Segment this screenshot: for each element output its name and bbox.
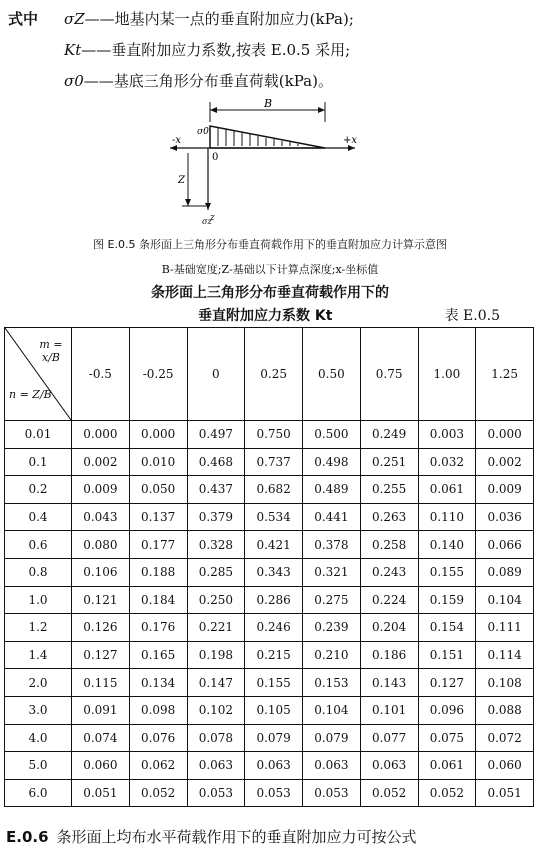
table-cell: 0.500 [303,421,361,449]
table-cell: 0.051 [476,779,534,807]
table-cell: 0.052 [360,779,418,807]
definitions-lead: 式中 [8,10,39,28]
table-cell: 0.115 [72,669,130,697]
table-cell: 0.204 [360,614,418,642]
table-cell: 0.009 [476,476,534,504]
table-row [5,421,534,449]
row-header-n: 3.0 [5,696,72,724]
table-cell: 0.052 [418,779,476,807]
table-cell: 0.421 [245,531,303,559]
table-cell: 0.111 [476,614,534,642]
table-cell: 0.176 [129,614,187,642]
row-header-n: 5.0 [5,752,72,780]
table-row [5,586,534,614]
corner-n-label: n = Z/B [9,388,52,401]
table-cell: 0.121 [72,586,130,614]
row-header-n: 2.0 [5,669,72,697]
table-cell: 0.177 [129,531,187,559]
section-number: E.0.6 [6,828,49,846]
table-cell: 0.110 [418,503,476,531]
row-header-n: 6.0 [5,779,72,807]
table-cell: 0.053 [245,779,303,807]
column-header: 1.25 [476,328,534,421]
table-cell: 0.255 [360,476,418,504]
definitions-block [8,4,354,97]
table-cell: 0.079 [245,724,303,752]
table-cell: 0.159 [418,586,476,614]
table-cell: 0.147 [187,669,245,697]
table-row [5,476,534,504]
table-cell: 0.080 [72,531,130,559]
table-cell: 0.224 [360,586,418,614]
table-cell: 0.088 [476,696,534,724]
definition-text: ——垂直附加应力系数,按表 E.0.5 采用; [81,41,351,59]
table-cell: 0.155 [245,669,303,697]
table-cell: 0.321 [303,558,361,586]
column-header: 1.00 [418,328,476,421]
table-cell: 0.077 [360,724,418,752]
table-cell: 0.343 [245,558,303,586]
table-cell: 0.137 [129,503,187,531]
table-title-line1: 条形面上三角形分布垂直荷载作用下的 [151,285,389,301]
table-cell: 0.104 [303,696,361,724]
row-header-n: 0.6 [5,531,72,559]
table-cell: 0.251 [360,448,418,476]
table-row [5,558,534,586]
table-cell: 0.188 [129,558,187,586]
row-header-n: 0.01 [5,421,72,449]
table-cell: 0.246 [245,614,303,642]
table-cell: 0.062 [129,752,187,780]
definition-symbol: σ0 [64,72,84,90]
column-header: 0 [187,328,245,421]
table-cell: 0.072 [476,724,534,752]
table-row [5,503,534,531]
table-cell: 0.263 [360,503,418,531]
table-cell: 0.126 [72,614,130,642]
label-b: B [264,98,273,110]
table-cell: 0.134 [129,669,187,697]
table-row [5,641,534,669]
table-cell: 0.105 [245,696,303,724]
table-cell: 0.155 [418,558,476,586]
table-cell: 0.534 [245,503,303,531]
row-header-n: 0.8 [5,558,72,586]
table-cell: 0.060 [72,752,130,780]
table-title-line2: 垂直附加应力系数 Kt [198,308,333,324]
table-cell: 0.285 [187,558,245,586]
table-number: 表 E.0.5 [444,308,500,324]
table-cell: 0.000 [129,421,187,449]
table-cell: 0.286 [245,586,303,614]
table-cell: 0.003 [418,421,476,449]
table-cell: 0.153 [303,669,361,697]
table-cell: 0.075 [418,724,476,752]
table-row [5,724,534,752]
table-cell: 0.002 [72,448,130,476]
table-cell: 0.682 [245,476,303,504]
table-cell: 0.078 [187,724,245,752]
table-cell: 0.053 [187,779,245,807]
table-cell: 0.258 [360,531,418,559]
table-cell: 0.061 [418,752,476,780]
table-cell: 0.143 [360,669,418,697]
table-cell: 0.210 [303,641,361,669]
table-cell: 0.243 [360,558,418,586]
table-row [5,669,534,697]
table-row [5,752,534,780]
table-cell: 0.184 [129,586,187,614]
label-sigma-z: σz [202,217,212,226]
column-header: 0.25 [245,328,303,421]
table-cell: 0.250 [187,586,245,614]
table-cell: 0.154 [418,614,476,642]
table-row [5,614,534,642]
table-row [5,779,534,807]
table-cell: 0.052 [129,779,187,807]
table-cell: 0.750 [245,421,303,449]
table-cell: 0.063 [360,752,418,780]
load-diagram [160,98,380,228]
table-cell: 0.498 [303,448,361,476]
figure-caption: 图 E.0.5 条形面上三角形分布垂直荷载作用下的垂直附加应力计算示意图 [93,238,447,251]
table-cell: 0.441 [303,503,361,531]
table-cell: 0.089 [476,558,534,586]
table-cell: 0.010 [129,448,187,476]
definition-text: ——基底三角形分布垂直荷载(kPa)。 [83,72,333,90]
kt-coefficient-table [4,327,534,807]
table-cell: 0.050 [129,476,187,504]
label-origin: 0 [212,152,219,163]
table-cell: 0.127 [72,641,130,669]
row-header-n: 0.4 [5,503,72,531]
table-cell: 0.151 [418,641,476,669]
table-cell: 0.060 [476,752,534,780]
label-plus-x: +x [343,135,358,146]
table-cell: 0.165 [129,641,187,669]
table-body [5,421,534,807]
table-cell: 0.036 [476,503,534,531]
table-cell: 0.379 [187,503,245,531]
table-cell: 0.497 [187,421,245,449]
label-z: z [210,213,215,223]
table-cell: 0.221 [187,614,245,642]
table-cell: 0.186 [360,641,418,669]
table-cell: 0.106 [72,558,130,586]
table-cell: 0.000 [72,421,130,449]
table-cell: 0.378 [303,531,361,559]
table-cell: 0.063 [303,752,361,780]
table-cell: 0.074 [72,724,130,752]
table-cell: 0.032 [418,448,476,476]
table-cell: 0.061 [418,476,476,504]
table-cell: 0.737 [245,448,303,476]
table-cell: 0.468 [187,448,245,476]
section-text: 条形面上均布水平荷载作用下的垂直附加应力可按公式 [56,828,417,846]
corner-m-label: m = x/B [39,338,63,364]
table-header-row [5,328,534,421]
table-cell: 0.076 [129,724,187,752]
table-cell: 0.104 [476,586,534,614]
label-sigma0: σ0 [197,127,209,137]
row-header-n: 4.0 [5,724,72,752]
column-header: 0.50 [303,328,361,421]
table-cell: 0.079 [303,724,361,752]
row-header-n: 0.1 [5,448,72,476]
label-depth-z: Z [178,175,185,186]
table-cell: 0.198 [187,641,245,669]
definition-sigma-z [8,4,354,35]
table-cell: 0.063 [187,752,245,780]
table-cell: 0.328 [187,531,245,559]
table-cell: 0.249 [360,421,418,449]
table-cell: 0.102 [187,696,245,724]
table-cell: 0.215 [245,641,303,669]
label-minus-x: -x [172,135,182,146]
table-cell: 0.091 [72,696,130,724]
table-cell: 0.114 [476,641,534,669]
definition-text: ——地基内某一点的垂直附加应力(kPa); [84,10,354,28]
table-cell: 0.051 [72,779,130,807]
table-corner-cell [5,328,72,421]
table-cell: 0.101 [360,696,418,724]
table-cell: 0.275 [303,586,361,614]
table-cell: 0.127 [418,669,476,697]
column-header: -0.25 [129,328,187,421]
table-cell: 0.063 [245,752,303,780]
table-cell: 0.043 [72,503,130,531]
table-cell: 0.066 [476,531,534,559]
table-cell: 0.489 [303,476,361,504]
row-header-n: 1.0 [5,586,72,614]
column-header: 0.75 [360,328,418,421]
table-cell: 0.009 [72,476,130,504]
row-header-n: 1.2 [5,614,72,642]
table-cell: 0.140 [418,531,476,559]
table-cell: 0.437 [187,476,245,504]
figure-legend: B-基础宽度;Z-基础以下计算点深度;x-坐标值 [161,263,379,276]
table-cell: 0.096 [418,696,476,724]
row-header-n: 0.2 [5,476,72,504]
next-section-heading [6,826,417,847]
table-row [5,696,534,724]
table-cell: 0.108 [476,669,534,697]
table-cell: 0.239 [303,614,361,642]
table-row [5,531,534,559]
column-header: -0.5 [72,328,130,421]
table-row [5,448,534,476]
table-cell: 0.053 [303,779,361,807]
definition-kt [8,35,354,66]
table-cell: 0.000 [476,421,534,449]
definition-sigma-0 [8,66,354,97]
row-header-n: 1.4 [5,641,72,669]
table-cell: 0.002 [476,448,534,476]
table-cell: 0.098 [129,696,187,724]
definition-symbol: σZ [64,10,85,28]
definition-symbol: Kt [64,41,82,59]
